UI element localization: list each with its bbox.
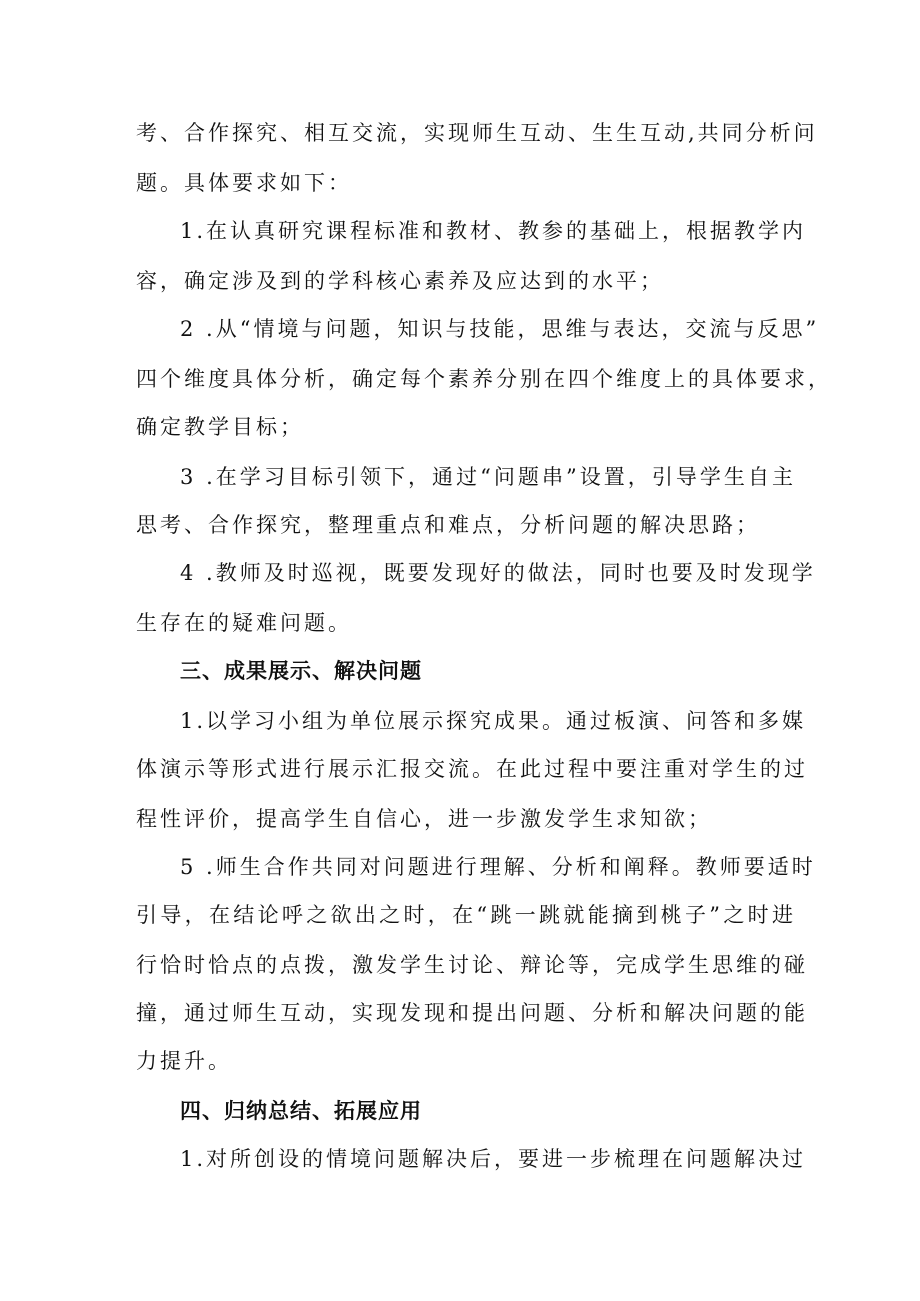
paragraph-line: 引导，在结论呼之欲出之时，在“跳一跳就能摘到桃子”之时进 bbox=[136, 903, 796, 927]
paragraph-line: 思考、合作探究，整理重点和难点，分析问题的解决思路； bbox=[136, 513, 760, 537]
paragraph-line: 生存在的疑难问题。 bbox=[136, 611, 352, 635]
paragraph-line: 撞，通过师生互动，实现发现和提出问题、分析和解决问题的能 bbox=[136, 1001, 808, 1025]
paragraph-line: 四个维度具体分析，确定每个素养分别在四个维度上的具体要求， bbox=[136, 367, 832, 391]
paragraph-line: 行恰时恰点的点拨，激发学生讨论、辩论等，完成学生思维的碰 bbox=[136, 953, 808, 977]
paragraph-line: 题。具体要求如下： bbox=[136, 171, 352, 195]
list-item-4-line: 4 .教师及时巡视，既要发现好的做法，同时也要及时发现学 bbox=[180, 561, 816, 585]
list-item-2-line: 2 .从“情境与问题，知识与技能，思维与表达，交流与反思” bbox=[180, 317, 820, 341]
paragraph-line: 程性评价，提高学生自信心，进一步激发学生求知欲； bbox=[136, 807, 712, 831]
paragraph-line: 体演示等形式进行展示汇报交流。在此过程中要注重对学生的过 bbox=[136, 757, 808, 781]
list-item-5-line: 5 .师生合作共同对问题进行理解、分析和阐释。教师要适时 bbox=[180, 855, 816, 879]
paragraph-line: 确定教学目标； bbox=[136, 415, 304, 439]
paragraph-line: 考、合作探究、相互交流，实现师生互动、生生互动,共同分析问 bbox=[136, 121, 818, 145]
paragraph-line: 容，确定涉及到的学科核心素养及应达到的水平； bbox=[136, 269, 664, 293]
paragraph-line: 力提升。 bbox=[136, 1049, 232, 1073]
section-heading-3: 三、成果展示、解决问题 bbox=[180, 659, 422, 683]
list-item-1-line: 1.在认真研究课程标准和教材、教参的基础上，根据教学内 bbox=[180, 219, 807, 243]
list-item-1-line: 1.以学习小组为单位展示探究成果。通过板演、问答和多媒 bbox=[180, 709, 807, 733]
list-item-1-line: 1.对所创设的情境问题解决后，要进一步梳理在问题解决过 bbox=[180, 1147, 807, 1171]
section-heading-4: 四、归纳总结、拓展应用 bbox=[180, 1099, 422, 1123]
list-item-3-line: 3 .在学习目标引领下，通过“问题串”设置，引导学生自主 bbox=[180, 465, 796, 489]
